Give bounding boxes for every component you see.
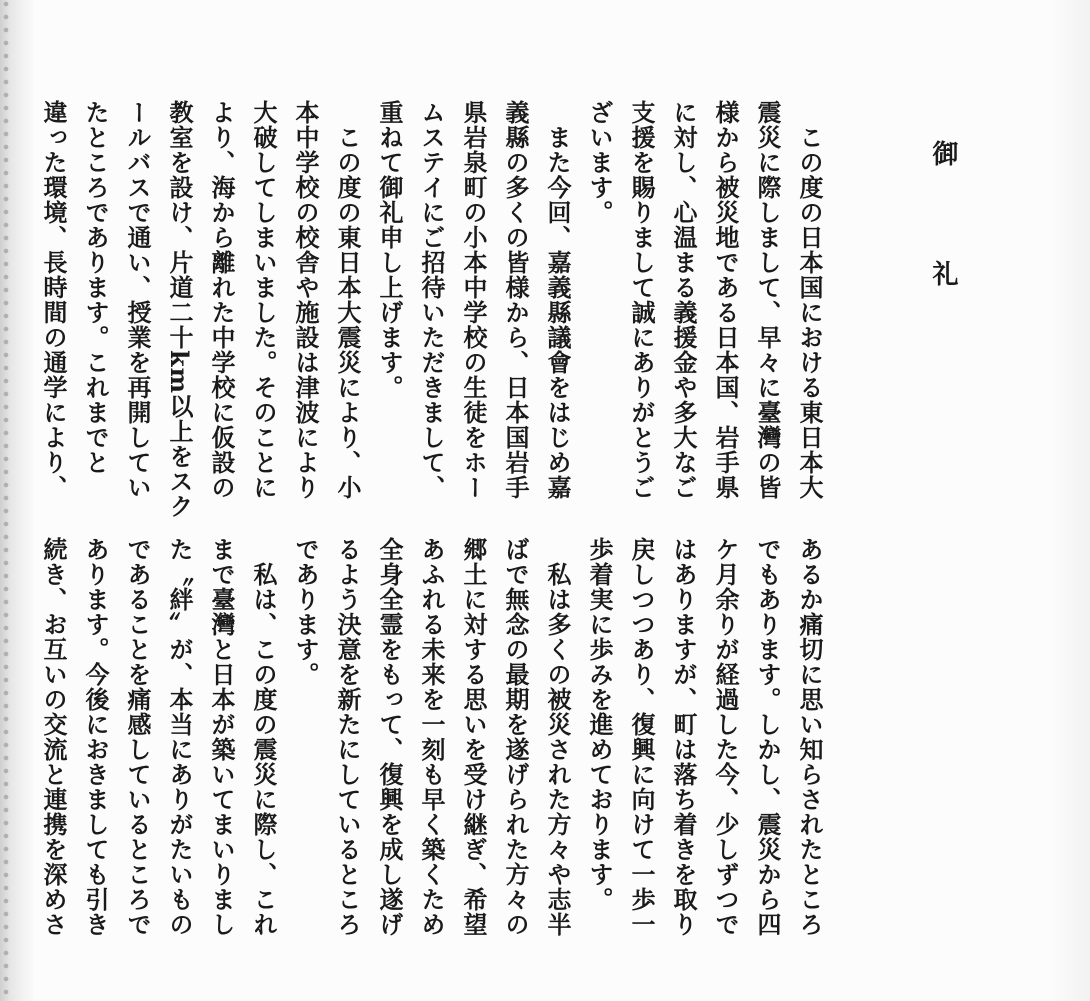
text-column: 大破してしまいました。そのことに <box>249 100 278 500</box>
text-column: より、海から離れた中学校に仮設の <box>207 100 236 500</box>
spiral-binding <box>0 0 34 1001</box>
letter-upper-block <box>32 100 830 519</box>
text-column: ムステイにご招待いただきまして、 <box>417 100 446 500</box>
page-title: 御 礼 <box>928 140 958 320</box>
letter-lower-block <box>32 537 830 937</box>
text-column: ざいます。 <box>585 100 614 225</box>
text-column: 違った環境、長時間の通学により、 <box>39 100 68 500</box>
text-column: あふれる未来を一刻も早く築くため <box>417 537 446 937</box>
text-column: 続き、お互いの交流と連携を深めさ <box>39 537 68 937</box>
text-column: 様から被災地である日本国、岩手県 <box>711 100 740 500</box>
text-column: であります。 <box>291 537 320 687</box>
text-column: 私は多くの被災された方々や志半 <box>543 537 572 937</box>
text-column: ばで無念の最期を遂げられた方々の <box>501 537 530 937</box>
text-column: はありますが、町は落ち着きを取り <box>669 537 698 937</box>
text-column: 私は、この度の震災に際し、これ <box>249 537 278 937</box>
text-column: ールバスで通い、授業を再開してい <box>123 100 152 500</box>
page-edge-shade <box>1050 0 1090 1001</box>
text-column: 歩着実に歩みを進めております。 <box>585 537 614 912</box>
text-column: に対し、心温まる義援金や多大なご <box>669 100 698 500</box>
binding-holes <box>2 0 10 1001</box>
text-column: 義縣の多くの皆様から、日本国岩手 <box>501 100 530 500</box>
text-column: まで臺灣と日本が築いてまいりまし <box>207 537 236 937</box>
text-column: 支援を賜りまして誠にありがとうご <box>627 100 656 500</box>
text-column: あります。今後におきましても引き <box>81 537 110 937</box>
text-column: であることを痛感しているところで <box>123 537 152 937</box>
text-column: 全身全霊をもって、復興を成し遂げ <box>375 537 404 937</box>
text-column: ケ月余りが経過した今、少しずつで <box>711 537 740 937</box>
text-column: た〝絆〟が、本当にありがたいもの <box>165 537 194 937</box>
text-column: たところであります。これまでと <box>81 100 110 475</box>
text-column: るよう決意を新たにしているところ <box>333 537 362 937</box>
text-column: 教室を設け、片道二十km以上をスク <box>165 100 194 520</box>
text-column: この度の東日本大震災により、小 <box>333 100 362 500</box>
text-column: 県岩泉町の小本中学校の生徒をホー <box>459 100 488 500</box>
text-column: 重ねて御礼申し上げます。 <box>375 100 404 400</box>
text-column: でもあります。しかし、震災から四 <box>753 537 782 937</box>
text-column: 本中学校の校舎や施設は津波により <box>291 100 320 500</box>
text-column: あるか痛切に思い知らされたところ <box>795 537 824 937</box>
text-column: 震災に際しまして、早々に臺灣の皆 <box>753 100 782 500</box>
text-column: 郷土に対する思いを受け継ぎ、希望 <box>459 537 488 937</box>
text-column: この度の日本国における東日本大 <box>795 100 824 500</box>
text-column: 戻しつつあり、復興に向けて一歩一 <box>627 537 656 937</box>
text-column: また今回、嘉義縣議會をはじめ嘉 <box>543 100 572 500</box>
